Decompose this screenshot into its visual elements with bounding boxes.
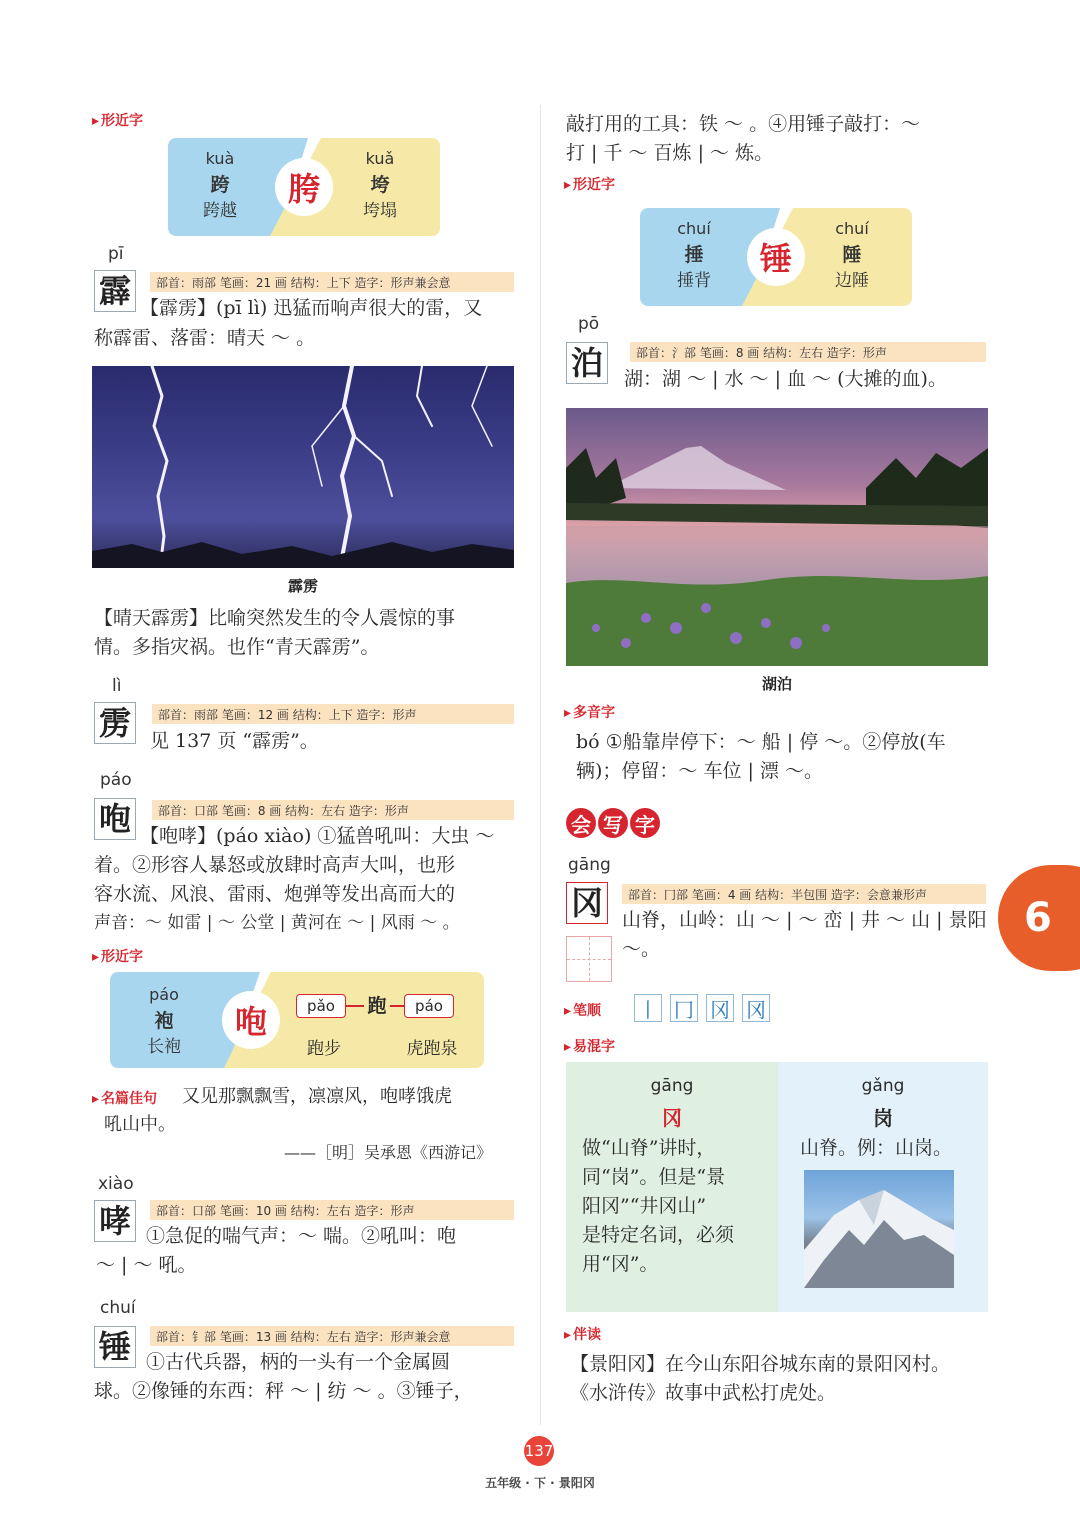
mountain-photo [804, 1170, 954, 1288]
entry-text: 见 137 页 “霹雳”。 [150, 730, 319, 752]
confusable-text: 用“冈”。 [582, 1253, 659, 1275]
char: 袍 [154, 1010, 174, 1032]
word: 长袍 [147, 1037, 181, 1057]
similar-char-card [110, 972, 484, 1068]
pinyin: gāng [568, 855, 611, 875]
pinyin: pī [108, 244, 124, 264]
entry-text: 打 | 千 ～ 百炼 | ～ 炼。 [566, 142, 774, 164]
entry-info-bar: 部首：雨部 笔画：12 画 结构：上下 造字：形声 [152, 704, 514, 724]
lake-photo [566, 408, 988, 666]
pinyin-box: páo [404, 994, 454, 1018]
entry-info-bar: 部首：钅部 笔画：13 画 结构：左右 造字：形声兼会意 [150, 1326, 514, 1346]
similar-center-char: 锤 [747, 228, 805, 286]
section-label-quote: ▸ 名篇佳句 [92, 1088, 157, 1108]
section-label-similar: ▸ 形近字 [564, 174, 615, 194]
entry-info-bar: 部首：氵部 笔画：8 画 结构：左右 造字：形声 [630, 342, 986, 362]
entry-char-box: 哮 [94, 1200, 136, 1242]
char: 冈 [662, 1106, 682, 1130]
polyphone-text: 辆)；停留：～ 车位 | 漂 ～。 [576, 760, 823, 782]
chapter-tab: 6 [998, 865, 1080, 971]
char: 跨 [210, 174, 230, 196]
section-label-similar: ▸ 形近字 [92, 110, 143, 130]
quote-text: 吼山中。 [104, 1114, 176, 1135]
entry-text: 容水流、风浪、雷雨、炮弹等发出高而大的 [94, 883, 456, 905]
char: 捶 [684, 244, 704, 266]
photo-caption: 湖泊 [761, 675, 792, 693]
pinyin: xiào [98, 1174, 134, 1194]
mid-char: 跑 [367, 995, 387, 1017]
stroke-step: 丨 [634, 994, 662, 1022]
char: 垮 [370, 174, 390, 196]
char: 岗 [873, 1106, 893, 1130]
section-label-companion: ▸ 伴读 [564, 1324, 601, 1344]
practice-grid [566, 936, 612, 982]
entry-char-box: 霹 [94, 270, 136, 312]
lightning-photo [92, 366, 514, 568]
section-label-stroke-order: ▸ 笔顺 [564, 1000, 601, 1020]
pinyin: páo [149, 985, 179, 1004]
confusable-text: 山脊。例：山岗。 [800, 1137, 953, 1159]
entry-text: 着。②形容人暴怒或放肆时高声大叫，也形 [94, 854, 456, 876]
pinyin: kuà [205, 149, 235, 168]
entry-text: 【咆哮】(páo xiào) ①猛兽吼叫：大虫 ～ [140, 825, 495, 847]
pinyin: chuí [100, 1298, 136, 1318]
heading-char: 写 [598, 808, 628, 838]
section-label-polyphone: ▸ 多音字 [564, 702, 615, 722]
stroke-step: 冂 [670, 994, 698, 1022]
pinyin: gāng [650, 1076, 694, 1096]
char: 陲 [842, 244, 862, 266]
similar-char-card [640, 208, 912, 306]
page-footer: 五年级 · 下 · 景阳冈 [485, 1476, 595, 1490]
entry-char-box: 泊 [566, 342, 608, 384]
idiom-text: 情。多指灾祸。也作“青天霹雳”。 [94, 636, 380, 658]
heading-char: 会 [566, 808, 596, 838]
entry-info-bar: 部首：口部 笔画：10 画 结构：左右 造字：形声 [150, 1200, 514, 1220]
photo-caption: 霹雳 [287, 577, 318, 595]
entry-char-box: 锤 [94, 1326, 136, 1368]
word: 垮塌 [363, 201, 397, 221]
companion-text: 【景阳冈】在今山东阳谷城东南的景阳冈村。 [570, 1353, 951, 1375]
confusable-card-right [778, 1062, 988, 1312]
section-label-confusable: ▸ 易混字 [564, 1036, 615, 1056]
word: 边陲 [835, 271, 869, 291]
entry-text: 声音：～ 如雷 | ～ 公堂 | 黄河在 ～ | 风雨 ～ 。 [94, 913, 460, 933]
entry-char-box: 咆 [94, 798, 136, 840]
pinyin: kuǎ [365, 149, 395, 168]
entry-text: ①急促的喘气声：～ 喘。②吼叫：咆 [146, 1225, 457, 1247]
stroke-step: 冈 [706, 994, 734, 1022]
write-char-heading [566, 808, 660, 838]
entry-text: 敲打用的工具：铁 ～ 。④用锤子敲打：～ [566, 113, 921, 135]
section-label-similar: ▸ 形近字 [92, 946, 143, 966]
word: 跑步 [307, 1039, 341, 1059]
pinyin: pō [578, 314, 600, 334]
pinyin: lì [112, 676, 122, 696]
pinyin: chuí [835, 219, 869, 238]
confusable-text: 同“岗”。但是“景 [582, 1166, 726, 1188]
word: 跨越 [203, 201, 237, 221]
pinyin: chuí [677, 219, 711, 238]
entry-char-box: 雳 [94, 702, 136, 744]
quote-text: 又见那飘飘雪，凛凛风，咆哮饿虎 [182, 1086, 452, 1107]
column-divider [540, 105, 541, 1425]
similar-center-char: 咆 [222, 991, 280, 1049]
heading-char: 字 [630, 808, 660, 838]
polyphone-text: bó ①船靠岸停下：～ 船 | 停 ～。②停放(车 [576, 731, 946, 753]
entry-text: 称霹雷、落雷：晴天 ～ 。 [94, 327, 316, 349]
word: 虎跑泉 [406, 1039, 458, 1059]
stroke-step: 冈 [742, 994, 770, 1022]
confusable-text: 做“山脊”讲时， [582, 1137, 716, 1159]
similar-char-card [168, 138, 440, 236]
entry-text: 湖：湖 ～ | 水 ～ | 血 ～ (大摊的血)。 [624, 368, 947, 390]
entry-text: 【霹雳】(pī lì) 迅猛而响声很大的雷，又 [140, 297, 483, 319]
similar-center-char: 胯 [275, 158, 333, 216]
idiom-text: 【晴天霹雳】比喻突然发生的令人震惊的事 [94, 607, 456, 629]
pinyin: páo [100, 770, 132, 790]
entry-text: ～ | ～ 吼。 [96, 1254, 197, 1276]
word: 捶背 [677, 271, 711, 291]
entry-info-bar: 部首：冂部 笔画：4 画 结构：半包围 造字：会意兼形声 [622, 884, 986, 904]
companion-text: 《水浒传》故事中武松打虎处。 [570, 1382, 837, 1404]
entry-text: 山脊，山岭：山 ～ | ～ 峦 | 井 ～ 山 | 景阳 ～。 [622, 909, 987, 960]
entry-text: ①古代兵器，柄的一头有一个金属圆 [146, 1351, 451, 1373]
pinyin-box: pǎo [296, 994, 346, 1018]
entry-char-box: 冈 [566, 882, 608, 924]
entry-text: 球。②像锤的东西：秤 ～ | 纺 ～ 。③锤子， [94, 1380, 473, 1402]
confusable-text: 阳冈”“井冈山” [582, 1195, 707, 1217]
entry-info-bar: 部首：雨部 笔画：21 画 结构：上下 造字：形声兼会意 [150, 272, 514, 292]
confusable-text: 是特定名词，必须 [582, 1224, 735, 1246]
quote-source: ——［明］吴承恩《西游记》 [284, 1143, 493, 1162]
confusable-card-left [566, 1062, 778, 1312]
entry-info-bar: 部首：口部 笔画：8 画 结构：左右 造字：形声 [152, 800, 514, 820]
page-number: 137 [524, 1436, 554, 1466]
pinyin: gǎng [861, 1076, 905, 1096]
